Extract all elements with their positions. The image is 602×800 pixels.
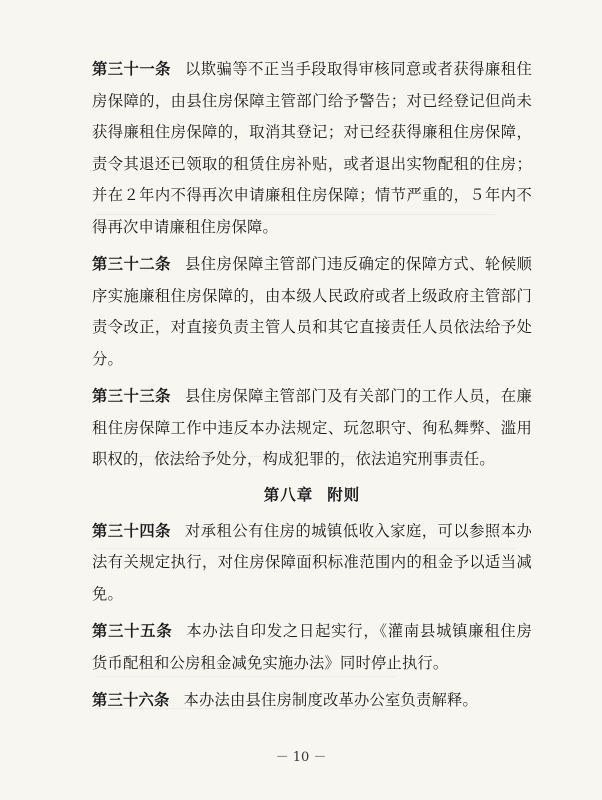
article-34	[92, 516, 532, 611]
article-35	[92, 616, 532, 679]
chapter-title: 附则	[327, 484, 361, 504]
article-number: 第三十五条	[92, 622, 173, 640]
document-body	[92, 54, 532, 723]
article-number: 第三十四条	[92, 521, 171, 540]
article-text: 对承租公有住房的城镇低收入家庭，可以参照本办法有关规定执行，对住房保障面积标准范围内的租金予以适当减免。	[92, 521, 532, 603]
article-33	[92, 381, 532, 476]
article-36	[92, 685, 532, 717]
chapter-number: 第八章	[263, 484, 314, 504]
article-number: 第三十一条	[92, 60, 171, 78]
article-text: 县住房保障主管部门及有关部门的工作人员，在廉租住房保障工作中违反本办法规定、玩忽职守、徇私舞弊、滥用职权的，依法给予处分，构成犯罪的，依法追究刑事责任。	[92, 387, 532, 468]
article-text: 以欺骗等不正当手段取得审核同意或者获得廉租住房保障的，由县住房保障主管部门给予警告；对已经登记但尚未获得廉租住房保障的，取消其登记；对已经获得廉租住房保障，责令其退还已领取的租赁住房补贴，或者退出实物配租的住房；并在２年内不得再次申请廉租住房保障；情节严重的，５年内不得再次申请廉租住房保障。	[92, 60, 532, 236]
article-text: 县住房保障主管部门违反确定的保障方式、轮候顺序实施廉租住房保障的，由本级人民政府或者上级政府主管部门责令改正，对直接负责主管人员和其它直接责任人员依法给予处分。	[92, 255, 532, 368]
page-number: － 10 －	[275, 750, 327, 765]
article-32	[92, 249, 532, 375]
chapter-heading	[92, 482, 532, 508]
article-31	[92, 54, 532, 243]
article-number: 第三十六条	[92, 691, 170, 709]
article-text: 本办法由县住房制度改革办公室负责解释。	[183, 691, 478, 709]
article-number: 第三十二条	[92, 255, 171, 273]
article-number: 第三十三条	[92, 387, 171, 405]
article-text: 本办法自印发之日起实行，《灌南县城镇廉租住房货币配租和公房租金减免实施办法》同时停止执行。	[92, 622, 532, 672]
